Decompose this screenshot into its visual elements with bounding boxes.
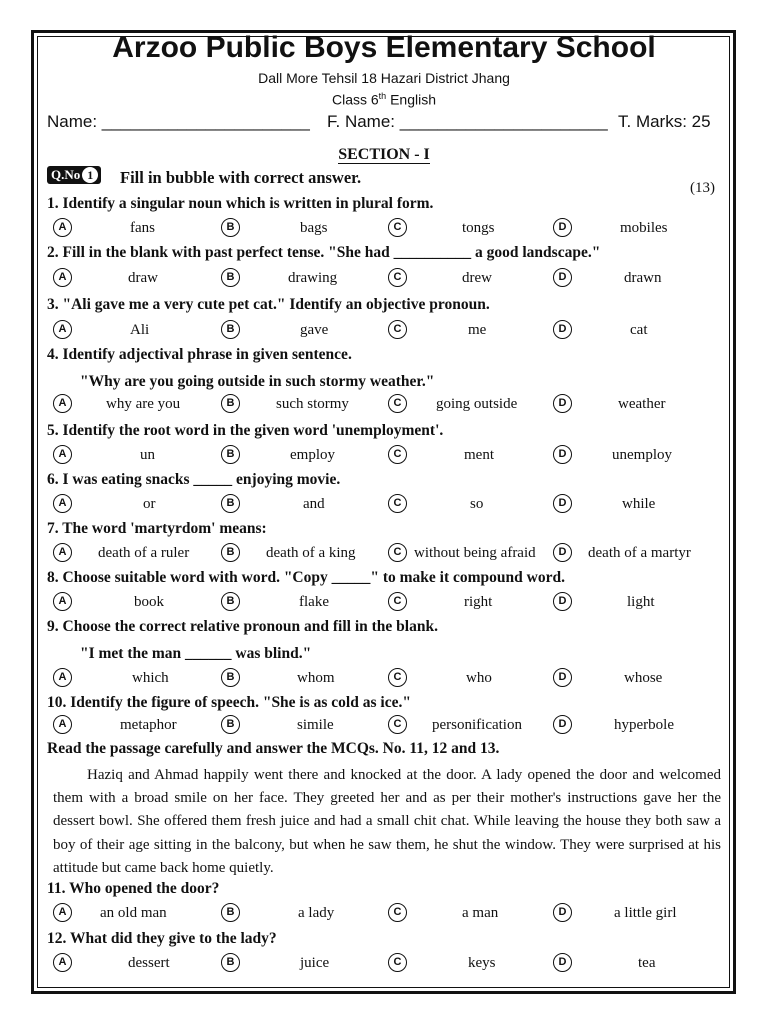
mcq-q7-option-d: death of a martyr — [588, 545, 691, 561]
mcq-question-8: 8. Choose suitable word with word. "Copy _____" to make it compound word. — [47, 569, 565, 586]
mcq-q5-bubble-a[interactable]: A — [53, 445, 72, 464]
passage-q1-option-c: a man — [462, 905, 499, 921]
class-superscript: th — [378, 91, 387, 101]
mcq-q4-option-a: why are you — [106, 396, 181, 412]
mcq-q2-option-b: drawing — [288, 270, 338, 286]
mcq-q8-bubble-d[interactable]: D — [553, 592, 572, 611]
mcq-q9-option-b: whom — [297, 670, 335, 686]
mcq-q10-bubble-c[interactable]: C — [388, 715, 407, 734]
mcq-q9-option-c: who — [466, 670, 492, 686]
mcq-q1-option-d: mobiles — [620, 220, 668, 236]
mcq-q5-bubble-d[interactable]: D — [553, 445, 572, 464]
mcq-q10-option-b: simile — [297, 717, 334, 733]
class-subject: English — [386, 91, 436, 108]
mcq-q8-bubble-c[interactable]: C — [388, 592, 407, 611]
mcq-q6-bubble-a[interactable]: A — [53, 494, 72, 513]
class-line — [0, 91, 768, 108]
mcq-q8-option-a: book — [134, 594, 164, 610]
mcq-q7-option-c: without being afraid — [414, 545, 536, 561]
mcq-q10-bubble-b[interactable]: B — [221, 715, 240, 734]
question-number-badge — [47, 166, 101, 184]
passage-q1-option-d: a little girl — [614, 905, 677, 921]
mcq-q9-bubble-c[interactable]: C — [388, 668, 407, 687]
mcq-q3-bubble-a[interactable]: A — [53, 320, 72, 339]
mcq-q7-bubble-b[interactable]: B — [221, 543, 240, 562]
passage-q1-bubble-b[interactable]: B — [221, 903, 240, 922]
mcq-q9-option-d: whose — [624, 670, 663, 686]
mcq-q3-option-c: me — [468, 322, 487, 338]
mcq-q6-bubble-d[interactable]: D — [553, 494, 572, 513]
mcq-q6-option-a: or — [143, 496, 156, 512]
instruction-title: Fill in bubble with correct answer. — [120, 168, 362, 187]
mcq-q2-bubble-c[interactable]: C — [388, 268, 407, 287]
passage-q2-option-c: keys — [468, 955, 496, 971]
mcq-question-9: 9. Choose the correct relative pronoun and fill in the blank. — [47, 618, 438, 635]
mcq-q3-option-d: cat — [630, 322, 648, 338]
mcq-q3-option-b: gave — [300, 322, 329, 338]
mcq-q1-bubble-b[interactable]: B — [221, 218, 240, 237]
passage-q1-bubble-c[interactable]: C — [388, 903, 407, 922]
qno-number: 1 — [82, 167, 98, 183]
marks-total: (13) — [690, 180, 715, 196]
mcq-q7-option-b: death of a king — [266, 545, 356, 561]
mcq-q5-option-b: employ — [290, 447, 335, 463]
passage-q2-bubble-c[interactable]: C — [388, 953, 407, 972]
passage-question-2: 12. What did they give to the lady? — [47, 930, 277, 947]
school-name: Arzoo Public Boys Elementary School — [112, 31, 656, 64]
mcq-q5-option-c: ment — [464, 447, 494, 463]
mcq-question-9-sentence: "I met the man ______ was blind." — [80, 645, 312, 662]
mcq-q1-option-a: fans — [130, 220, 155, 236]
mcq-q9-bubble-a[interactable]: A — [53, 668, 72, 687]
mcq-q4-bubble-c[interactable]: C — [388, 394, 407, 413]
mcq-q2-option-d: drawn — [624, 270, 662, 286]
mcq-q8-bubble-b[interactable]: B — [221, 592, 240, 611]
mcq-question-4: 4. Identify adjectival phrase in given sentence. — [47, 346, 352, 363]
mcq-q6-bubble-c[interactable]: C — [388, 494, 407, 513]
mcq-q6-option-b: and — [303, 496, 325, 512]
mcq-q10-option-a: metaphor — [120, 717, 177, 733]
passage-q2-bubble-d[interactable]: D — [553, 953, 572, 972]
mcq-question-2: 2. Fill in the blank with past perfect tense. "She had __________ a good landscape." — [47, 244, 601, 261]
school-address: Dall More Tehsil 18 Hazari District Jhang — [258, 70, 510, 86]
mcq-q8-option-c: right — [464, 594, 493, 610]
passage-q1-option-a: an old man — [100, 905, 167, 921]
mcq-q2-bubble-a[interactable]: A — [53, 268, 72, 287]
mcq-question-10: 10. Identify the figure of speech. "She is as cold as ice." — [47, 694, 411, 711]
passage-q2-option-a: dessert — [128, 955, 170, 971]
mcq-question-3: 3. "Ali gave me a very cute pet cat." Identify an objective pronoun. — [47, 296, 490, 313]
mcq-q9-bubble-b[interactable]: B — [221, 668, 240, 687]
mcq-q1-bubble-c[interactable]: C — [388, 218, 407, 237]
mcq-q10-bubble-a[interactable]: A — [53, 715, 72, 734]
mcq-q7-bubble-c[interactable]: C — [388, 543, 407, 562]
mcq-q6-option-d: while — [622, 496, 656, 512]
mcq-question-1: 1. Identify a singular noun which is written in plural form. — [47, 195, 434, 212]
mcq-question-7: 7. The word 'martyrdom' means: — [47, 520, 267, 537]
mcq-q3-bubble-c[interactable]: C — [388, 320, 407, 339]
passage-q2-option-b: juice — [300, 955, 330, 971]
reading-passage — [53, 764, 721, 880]
mcq-q7-bubble-a[interactable]: A — [53, 543, 72, 562]
passage-q1-bubble-d[interactable]: D — [553, 903, 572, 922]
mcq-q5-bubble-c[interactable]: C — [388, 445, 407, 464]
mcq-q10-bubble-d[interactable]: D — [553, 715, 572, 734]
passage-text: Haziq and Ahmad happily went there and knocked at the door. A lady opened the door and welcomed them with a broad smile on her face. They greeted her and as per their mother's instructions gave her the dessert bowl. She offered them fresh juice and had a small chit chat. While leaving the house they both saw a boy of their age sitting in the balcony, but when he saw them, he shut the window. They were surprised at his attitude but came back home quietly. — [53, 767, 721, 876]
mcq-q5-option-a: un — [140, 447, 155, 463]
mcq-q7-option-a: death of a ruler — [98, 545, 190, 561]
mcq-q8-option-d: light — [627, 594, 655, 610]
mcq-q4-option-c: going outside — [436, 396, 518, 412]
father-name-field[interactable]: F. Name: ______________________ — [327, 112, 608, 131]
passage-q2-bubble-b[interactable]: B — [221, 953, 240, 972]
mcq-q10-option-c: personification — [432, 717, 522, 733]
mcq-q4-option-b: such stormy — [276, 396, 349, 412]
name-field[interactable]: Name: ______________________ — [47, 112, 310, 131]
mcq-q9-option-a: which — [132, 670, 169, 686]
mcq-q1-bubble-d[interactable]: D — [553, 218, 572, 237]
mcq-q7-bubble-d[interactable]: D — [553, 543, 572, 562]
mcq-q8-option-b: flake — [299, 594, 329, 610]
mcq-q3-bubble-d[interactable]: D — [553, 320, 572, 339]
mcq-question-5: 5. Identify the root word in the given word 'unemployment'. — [47, 422, 444, 439]
mcq-question-6: 6. I was eating snacks _____ enjoying movie. — [47, 471, 341, 488]
mcq-q6-bubble-b[interactable]: B — [221, 494, 240, 513]
passage-q2-bubble-a[interactable]: A — [53, 953, 72, 972]
passage-q2-option-d: tea — [638, 955, 656, 971]
mcq-q6-option-c: so — [470, 496, 484, 512]
passage-question-1: 11. Who opened the door? — [47, 880, 220, 897]
mcq-q3-bubble-b[interactable]: B — [221, 320, 240, 339]
mcq-q5-option-d: unemploy — [612, 447, 672, 463]
section-title: SECTION - I — [338, 146, 430, 163]
mcq-q2-bubble-d[interactable]: D — [553, 268, 572, 287]
mcq-q8-bubble-a[interactable]: A — [53, 592, 72, 611]
passage-heading: Read the passage carefully and answer the MCQs. No. 11, 12 and 13. — [47, 740, 500, 757]
mcq-q4-bubble-d[interactable]: D — [553, 394, 572, 413]
passage-q1-bubble-a[interactable]: A — [53, 903, 72, 922]
mcq-q1-option-b: bags — [300, 220, 328, 236]
mcq-q3-option-a: Ali — [130, 322, 150, 338]
mcq-q1-bubble-a[interactable]: A — [53, 218, 72, 237]
mcq-q1-option-c: tongs — [462, 220, 495, 236]
mcq-q4-bubble-a[interactable]: A — [53, 394, 72, 413]
mcq-q4-bubble-b[interactable]: B — [221, 394, 240, 413]
mcq-q2-option-c: drew — [462, 270, 492, 286]
mcq-q4-option-d: weather — [618, 396, 666, 412]
mcq-q5-bubble-b[interactable]: B — [221, 445, 240, 464]
mcq-q2-option-a: draw — [128, 270, 158, 286]
qno-label: Q.No — [51, 167, 81, 183]
class-number: Class 6 — [331, 91, 379, 108]
mcq-q10-option-d: hyperbole — [614, 717, 674, 733]
mcq-q9-bubble-d[interactable]: D — [553, 668, 572, 687]
mcq-q2-bubble-b[interactable]: B — [221, 268, 240, 287]
passage-q1-option-b: a lady — [298, 905, 335, 921]
mcq-question-4-sentence: "Why are you going outside in such stormy weather." — [80, 373, 435, 390]
total-marks: T. Marks: 25 — [618, 112, 711, 131]
